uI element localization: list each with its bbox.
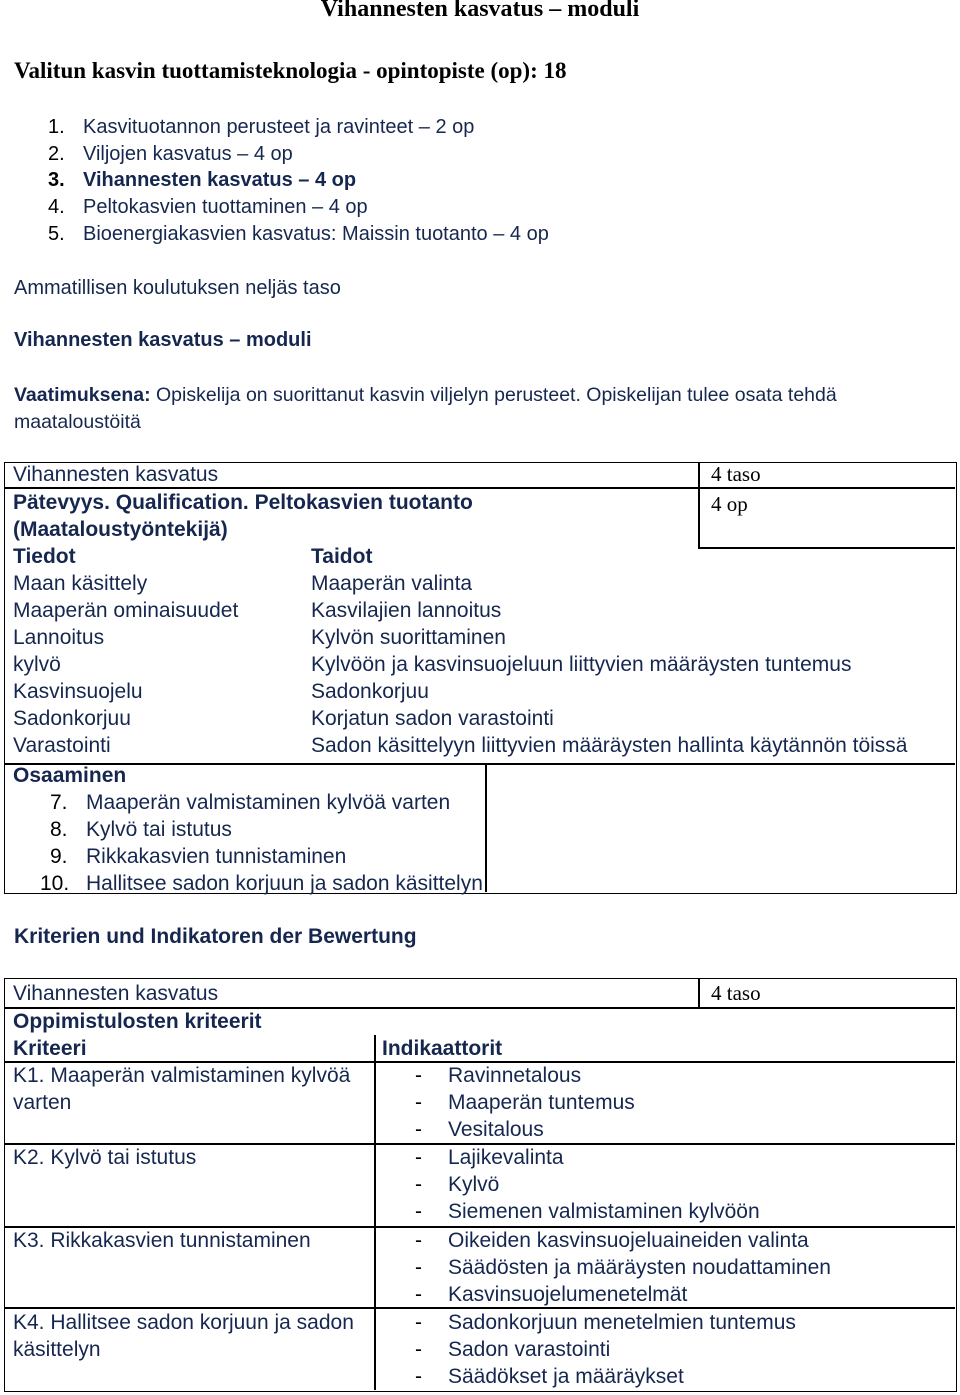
criteria-heading: Kriterien und Indikatoren der Bewertung xyxy=(14,925,417,948)
indicator-dash: - xyxy=(415,1338,422,1362)
knowledge-item: Maan käsittely xyxy=(13,572,148,595)
competence-text: Hallitsee sadon korjuun ja sadon käsittelyn xyxy=(86,872,483,895)
indicators-col-header: Indikaattorit xyxy=(382,1037,503,1060)
indicator-item xyxy=(415,1171,760,1198)
knowledge-item: Lannoitus xyxy=(13,626,105,649)
indicator-item xyxy=(415,1227,831,1254)
skills-list xyxy=(311,570,908,759)
indicator-item xyxy=(415,1254,831,1281)
qualification-level: Ammatillisen koulutuksen neljäs taso xyxy=(14,277,341,299)
module-heading: Vihannesten kasvatus – moduli xyxy=(14,329,312,351)
indicator-list xyxy=(415,1227,831,1309)
course-number: 2. xyxy=(48,142,65,165)
indicator-item xyxy=(415,1062,635,1089)
requirements-label: Vaatimuksena: xyxy=(14,384,151,406)
qualification-label: Pätevyys. Qualification. xyxy=(13,491,249,514)
indicator-dash: - xyxy=(415,1365,422,1389)
criteria-table xyxy=(4,978,957,1392)
knowledge-item: Sadonkorjuu xyxy=(13,707,131,730)
skill-item: Sadon käsittelyyn liittyvien määräysten hallinta käytännön töissä xyxy=(311,734,908,757)
criterion-cell xyxy=(13,1062,350,1116)
indicator-dash: - xyxy=(415,1118,422,1142)
indicator-item xyxy=(415,1144,760,1171)
course-number: 5. xyxy=(48,222,65,245)
table1-title: Vihannesten kasvatus xyxy=(13,463,219,486)
course-text: Viljojen kasvatus – 4 op xyxy=(83,142,293,165)
competence-header: Osaaminen xyxy=(13,764,127,787)
course-list-item xyxy=(48,167,549,194)
indicator-dash: - xyxy=(415,1091,422,1115)
skill-item: Sadonkorjuu xyxy=(311,680,429,703)
indicator-dash: - xyxy=(415,1283,422,1307)
criterion-line: K1. Maaperän valmistaminen kylvöä xyxy=(13,1064,351,1087)
competence-item xyxy=(50,816,483,843)
criterion-cell xyxy=(13,1309,354,1363)
criteria-col-header: Kriteeri xyxy=(13,1037,87,1060)
indicator-text: Sadon varastointi xyxy=(448,1338,611,1362)
course-list-item xyxy=(48,194,549,221)
indicator-list xyxy=(415,1309,796,1391)
criterion-cell xyxy=(13,1227,311,1254)
indicator-item xyxy=(415,1281,831,1308)
module-table xyxy=(4,462,957,894)
indicator-dash: - xyxy=(415,1311,422,1334)
indicator-dash: - xyxy=(415,1200,422,1224)
course-text: Peltokasvien tuottaminen – 4 op xyxy=(83,196,368,219)
indicator-dash: - xyxy=(415,1064,422,1087)
criterion-line: varten xyxy=(13,1091,72,1114)
indicator-item xyxy=(415,1363,796,1390)
skill-item: Maaperän valinta xyxy=(311,572,473,595)
course-text: Vihannesten kasvatus – 4 op xyxy=(83,169,357,192)
course-number: 4. xyxy=(48,196,65,219)
indicator-text: Oikeiden kasvinsuojeluaineiden valinta xyxy=(448,1229,809,1252)
competence-item xyxy=(50,789,483,816)
criterion-cell xyxy=(13,1144,196,1171)
indicator-item xyxy=(415,1089,635,1116)
requirements-paragraph xyxy=(14,382,944,436)
criterion-line: K3. Rikkakasvien tunnistaminen xyxy=(13,1229,311,1252)
indicator-dash: - xyxy=(415,1229,422,1252)
indicator-text: Vesitalous xyxy=(448,1118,544,1142)
criterion-line: käsittelyn xyxy=(13,1338,101,1361)
indicator-text: Ravinnetalous xyxy=(448,1064,582,1087)
indicator-list xyxy=(415,1144,760,1226)
indicator-dash: - xyxy=(415,1173,422,1197)
competence-text: Rikkakasvien tunnistaminen xyxy=(86,845,347,868)
course-text: Kasvituotannon perusteet ja ravinteet – 2 op xyxy=(83,116,475,138)
course-text: Bioenergiakasvien kasvatus: Maissin tuotanto – 4 op xyxy=(83,222,549,245)
indicator-text: Maaperän tuntemus xyxy=(448,1091,635,1115)
qualification-occupation: (Maataloustyöntekijä) xyxy=(13,518,228,541)
qualification-name: Peltokasvien tuotanto xyxy=(248,491,473,514)
course-list-item xyxy=(48,221,549,248)
indicator-dash: - xyxy=(415,1146,422,1169)
competence-number: 8. xyxy=(50,818,68,841)
knowledge-item: kylvö xyxy=(13,653,61,676)
skill-item: Kylvöön ja kasvinsuojeluun liittyvien määräysten tuntemus xyxy=(311,653,852,676)
indicator-item xyxy=(415,1336,796,1363)
indicator-text: Siemenen valmistaminen kylvöön xyxy=(448,1200,760,1224)
criterion-line: K4. Hallitsee sadon korjuun ja sadon xyxy=(13,1311,354,1334)
course-list-item xyxy=(48,114,549,141)
indicator-item xyxy=(415,1309,796,1336)
table1-level: 4 taso xyxy=(711,462,761,486)
course-list xyxy=(48,114,549,248)
table1-credits: 4 op xyxy=(711,492,748,516)
indicator-list xyxy=(415,1062,635,1144)
indicator-item xyxy=(415,1198,760,1225)
indicator-text: Kylvö xyxy=(448,1173,500,1197)
knowledge-header: Tiedot xyxy=(13,545,76,568)
criteria-subheader: Oppimistulosten kriteerit xyxy=(13,1010,262,1033)
indicator-dash: - xyxy=(415,1256,422,1280)
knowledge-item: Maaperän ominaisuudet xyxy=(13,599,239,622)
document-subtitle: Valitun kasvin tuottamisteknologia - opintopiste (op): 18 xyxy=(14,58,567,83)
skill-item: Kasvilajien lannoitus xyxy=(311,599,502,622)
course-list-item xyxy=(48,141,549,168)
qualification-line xyxy=(13,489,473,516)
knowledge-item: Kasvinsuojelu xyxy=(13,680,143,703)
skill-item: Kylvön suorittaminen xyxy=(311,626,506,649)
competence-text: Maaperän valmistaminen kylvöä varten xyxy=(86,791,451,814)
indicator-text: Lajikevalinta xyxy=(448,1146,564,1169)
criterion-line: K2. Kylvö tai istutus xyxy=(13,1146,197,1169)
competence-list xyxy=(40,789,483,897)
competence-text: Kylvö tai istutus xyxy=(86,818,232,841)
competence-item xyxy=(40,870,483,897)
competence-number: 10. xyxy=(40,872,70,895)
document-title: Vihannesten kasvatus – moduli xyxy=(320,0,640,22)
requirements-text: Opiskelija on suorittanut kasvin viljelyn perusteet. Opiskelijan tulee osata tehdä maataloustöitä xyxy=(14,384,837,433)
indicator-text: Säädökset ja määräykset xyxy=(448,1365,684,1389)
knowledge-list xyxy=(13,570,238,759)
course-number: 1. xyxy=(48,116,65,138)
indicator-text: Sadonkorjuun menetelmien tuntemus xyxy=(448,1311,796,1334)
course-number: 3. xyxy=(48,169,65,192)
skills-header: Taidot xyxy=(311,545,373,568)
indicator-text: Säädösten ja määräysten noudattaminen xyxy=(448,1256,831,1280)
skill-item: Korjatun sadon varastointi xyxy=(311,707,554,730)
indicator-item xyxy=(415,1116,635,1143)
table2-level: 4 taso xyxy=(711,981,761,1005)
knowledge-item: Varastointi xyxy=(13,734,111,757)
table2-title: Vihannesten kasvatus xyxy=(13,982,219,1005)
indicator-text: Kasvinsuojelumenetelmät xyxy=(448,1283,688,1307)
competence-number: 7. xyxy=(50,791,68,814)
competence-number: 9. xyxy=(50,845,68,868)
competence-item xyxy=(50,843,483,870)
